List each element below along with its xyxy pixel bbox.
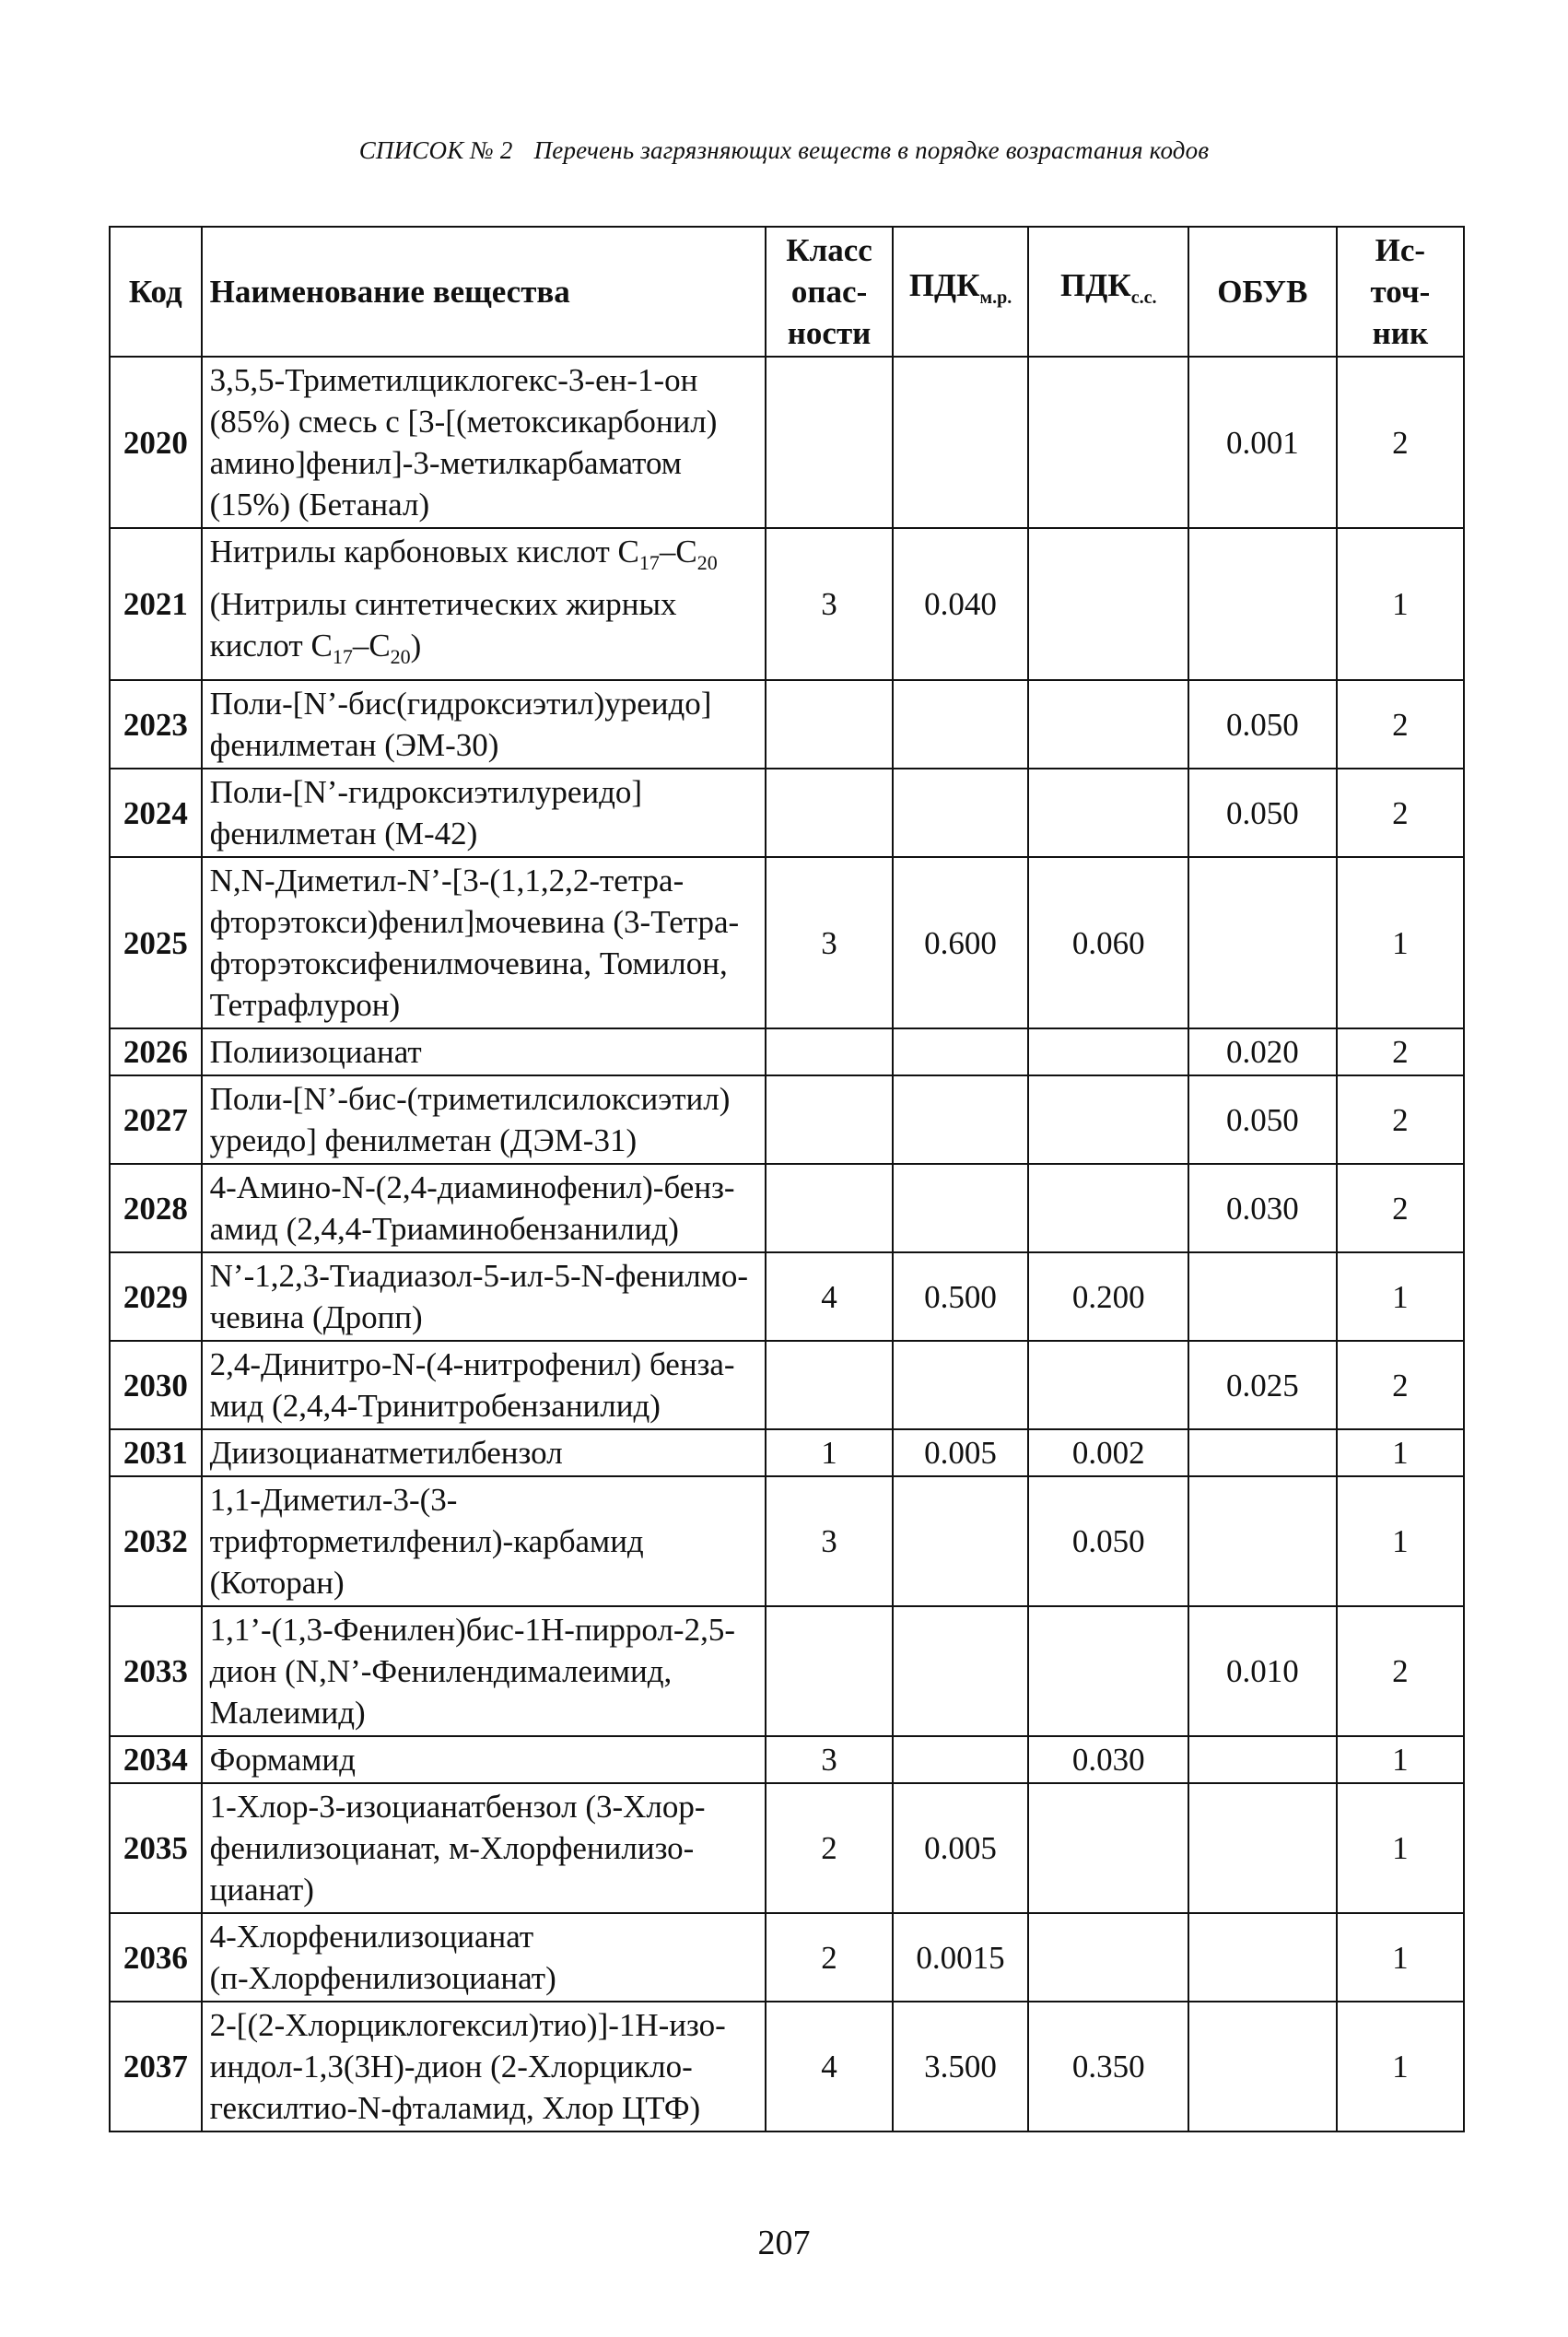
table-header-row xyxy=(110,227,1464,357)
table-row xyxy=(110,1783,1464,1913)
name-line: цианат) xyxy=(209,1872,314,1908)
name-line: 1-Хлор-3-изоцианатбензол (3-Хлор- xyxy=(209,1789,706,1825)
cell-hazard-class xyxy=(766,680,892,769)
name-text: (Нитрилы синтетических жирных xyxy=(209,586,677,622)
hazard-class-line: Класс xyxy=(786,232,872,268)
name-line: мид (2,4,4-Тринитробензанилид) xyxy=(209,1388,661,1424)
cell-source: 1 xyxy=(1337,1429,1464,1476)
table-row xyxy=(110,1606,1464,1736)
name-line: дион (N,N’-Фенилендималеимид, xyxy=(209,1653,673,1689)
cell-pdk-mr xyxy=(893,357,1029,528)
table-row xyxy=(110,1913,1464,2002)
cell-pdk-ss: 0.050 xyxy=(1028,1476,1188,1606)
cell-substance-name xyxy=(202,357,766,528)
cell-code: 2036 xyxy=(110,1913,202,2002)
cell-substance-name xyxy=(202,1075,766,1164)
name-line: фенилметан (ЭМ-30) xyxy=(209,727,499,763)
name-line: амино]фенил]-3-метилкарбаматом xyxy=(209,445,682,481)
cell-hazard-class xyxy=(766,1164,892,1252)
cell-hazard-class: 2 xyxy=(766,1913,892,2002)
cell-hazard-class: 2 xyxy=(766,1783,892,1913)
cell-code: 2024 xyxy=(110,769,202,857)
cell-substance-name xyxy=(202,1913,766,2002)
name-line: 4-Хлорфенилизоцианат xyxy=(209,1919,534,1955)
name-line: Поли-[N’-гидроксиэтилуреидо] xyxy=(209,774,643,810)
cell-hazard-class xyxy=(766,1028,892,1075)
cell-code: 2033 xyxy=(110,1606,202,1736)
cell-hazard-class: 3 xyxy=(766,857,892,1028)
name-line: 1,1’-(1,3-Фенилен)бис-1Н-пиррол-2,5- xyxy=(209,1612,735,1648)
name-line: (п-Хлорфенилизоцианат) xyxy=(209,1960,556,1996)
name-text: Нитрилы карбоновых кислот С xyxy=(209,534,639,570)
column-header-pdk-mr xyxy=(893,227,1029,357)
name-line: Поли-[N’-бис(гидроксиэтил)уреидо] xyxy=(209,686,712,722)
cell-obuv xyxy=(1188,1913,1337,2002)
name-text: ) xyxy=(410,628,422,664)
subscript: 20 xyxy=(390,645,411,668)
cell-pdk-mr: 0.040 xyxy=(893,528,1029,680)
table-row xyxy=(110,1341,1464,1429)
cell-source: 1 xyxy=(1337,857,1464,1028)
cell-pdk-ss: 0.060 xyxy=(1028,857,1188,1028)
name-line: 2,4-Динитро-N-(4-нитрофенил) бенза- xyxy=(209,1346,735,1382)
name-line: Диизоцианатметилбензол xyxy=(209,1435,563,1471)
cell-hazard-class xyxy=(766,1075,892,1164)
name-line: 3,5,5-Триметилциклогекс-3-ен-1-он xyxy=(209,362,698,398)
cell-hazard-class: 4 xyxy=(766,2002,892,2131)
cell-obuv xyxy=(1188,528,1337,680)
cell-pdk-ss xyxy=(1028,1606,1188,1736)
cell-hazard-class: 3 xyxy=(766,1736,892,1783)
cell-source: 2 xyxy=(1337,769,1464,857)
cell-pdk-ss xyxy=(1028,528,1188,680)
hazard-class-line: опас- xyxy=(790,274,868,310)
subscript: 17 xyxy=(332,645,353,668)
cell-source: 1 xyxy=(1337,1913,1464,2002)
name-line: фенилизоцианат, м-Хлорфенилизо- xyxy=(209,1830,695,1866)
name-line: 1,1-Диметил-3-(3- xyxy=(209,1482,458,1518)
column-header-pdk-ss xyxy=(1028,227,1188,357)
cell-source: 1 xyxy=(1337,2002,1464,2131)
cell-source: 1 xyxy=(1337,1252,1464,1341)
cell-obuv: 0.050 xyxy=(1188,1075,1337,1164)
source-line: ник xyxy=(1372,315,1429,351)
cell-pdk-ss xyxy=(1028,1028,1188,1075)
cell-hazard-class xyxy=(766,357,892,528)
cell-substance-name xyxy=(202,528,766,680)
name-line: (15%) (Бетанал) xyxy=(209,487,430,523)
cell-code: 2027 xyxy=(110,1075,202,1164)
cell-pdk-mr xyxy=(893,1341,1029,1429)
cell-obuv: 0.025 xyxy=(1188,1341,1337,1429)
cell-pdk-ss xyxy=(1028,357,1188,528)
cell-obuv: 0.020 xyxy=(1188,1028,1337,1075)
table-row xyxy=(110,1252,1464,1341)
cell-hazard-class: 4 xyxy=(766,1252,892,1341)
name-line: N,N-Диметил-N’-[3-(1,1,2,2-тетра- xyxy=(209,863,685,898)
cell-pdk-mr xyxy=(893,1164,1029,1252)
cell-pdk-ss xyxy=(1028,1341,1188,1429)
table-row xyxy=(110,1075,1464,1164)
cell-obuv xyxy=(1188,1783,1337,1913)
cell-pdk-ss: 0.030 xyxy=(1028,1736,1188,1783)
cell-substance-name xyxy=(202,1164,766,1252)
cell-code: 2020 xyxy=(110,357,202,528)
cell-pdk-mr: 0.005 xyxy=(893,1429,1029,1476)
table-row xyxy=(110,769,1464,857)
column-header-code: Код xyxy=(110,227,202,357)
table-row xyxy=(110,857,1464,1028)
cell-code: 2037 xyxy=(110,2002,202,2131)
cell-hazard-class: 3 xyxy=(766,1476,892,1606)
table-body xyxy=(110,357,1464,2131)
name-line: 4-Амино-N-(2,4-диаминофенил)-бенз- xyxy=(209,1169,735,1205)
name-line: уреидо] фенилметан (ДЭМ-31) xyxy=(209,1122,638,1158)
pdk-mr-main: ПДК xyxy=(908,267,980,303)
name-line: фенилметан (М-42) xyxy=(209,816,478,851)
name-line: Тетрафлурон) xyxy=(209,987,401,1023)
name-line: (85%) смесь с [3-[(метоксикарбонил) xyxy=(209,404,718,440)
cell-hazard-class: 1 xyxy=(766,1429,892,1476)
pdk-mr-sub: м.р. xyxy=(979,288,1012,308)
name-line: 2-[(2-Хлорциклогексил)тио)]-1Н-изо- xyxy=(209,2007,726,2043)
column-header-hazard-class xyxy=(766,227,892,357)
cell-obuv: 0.050 xyxy=(1188,680,1337,769)
name-text: –С xyxy=(352,628,391,664)
cell-obuv xyxy=(1188,1736,1337,1783)
cell-obuv xyxy=(1188,857,1337,1028)
cell-pdk-ss xyxy=(1028,680,1188,769)
cell-source: 2 xyxy=(1337,357,1464,528)
cell-pdk-mr xyxy=(893,1476,1029,1606)
cell-code: 2032 xyxy=(110,1476,202,1606)
list-label: СПИСОК № 2 xyxy=(358,136,513,164)
name-text: кислот С xyxy=(209,628,333,664)
cell-pdk-mr: 3.500 xyxy=(893,2002,1029,2131)
cell-code: 2025 xyxy=(110,857,202,1028)
cell-pdk-mr: 0.600 xyxy=(893,857,1029,1028)
cell-pdk-ss: 0.350 xyxy=(1028,2002,1188,2131)
cell-code: 2029 xyxy=(110,1252,202,1341)
name-line: фторэтоксифенилмочевина, Томилон, xyxy=(209,945,728,981)
table-row xyxy=(110,528,1464,680)
page-header xyxy=(0,136,1568,165)
cell-source: 2 xyxy=(1337,1341,1464,1429)
name-line: фторэтокси)фенил]мочевина (3-Тетра- xyxy=(209,904,740,940)
cell-substance-name xyxy=(202,769,766,857)
column-header-name: Наименование вещества xyxy=(202,227,766,357)
cell-substance-name xyxy=(202,1606,766,1736)
cell-pdk-mr xyxy=(893,1028,1029,1075)
cell-obuv: 0.001 xyxy=(1188,357,1337,528)
cell-substance-name xyxy=(202,1341,766,1429)
cell-pdk-mr xyxy=(893,1736,1029,1783)
pdk-ss-sub: с.с. xyxy=(1130,288,1157,308)
table-row xyxy=(110,680,1464,769)
cell-code: 2021 xyxy=(110,528,202,680)
cell-pdk-mr: 0.500 xyxy=(893,1252,1029,1341)
cell-source: 1 xyxy=(1337,528,1464,680)
cell-code: 2028 xyxy=(110,1164,202,1252)
table-row xyxy=(110,2002,1464,2131)
name-line: Полиизоцианат xyxy=(209,1034,422,1070)
cell-source: 2 xyxy=(1337,1606,1464,1736)
cell-pdk-ss: 0.002 xyxy=(1028,1429,1188,1476)
cell-pdk-ss xyxy=(1028,769,1188,857)
page-number: 207 xyxy=(757,2224,811,2262)
name-line: Поли-[N’-бис-(триметилсилоксиэтил) xyxy=(209,1081,731,1117)
cell-hazard-class xyxy=(766,769,892,857)
cell-obuv xyxy=(1188,1429,1337,1476)
cell-substance-name xyxy=(202,1476,766,1606)
cell-code: 2031 xyxy=(110,1429,202,1476)
column-header-source xyxy=(1337,227,1464,357)
cell-hazard-class xyxy=(766,1606,892,1736)
cell-obuv xyxy=(1188,1252,1337,1341)
cell-source: 2 xyxy=(1337,1164,1464,1252)
cell-pdk-mr xyxy=(893,769,1029,857)
name-line: гексилтио-N-фталамид, Хлор ЦТФ) xyxy=(209,2090,701,2126)
name-line: трифторметилфенил)-карбамид xyxy=(209,1523,644,1559)
cell-pdk-ss xyxy=(1028,1075,1188,1164)
cell-pdk-ss xyxy=(1028,1783,1188,1913)
cell-substance-name xyxy=(202,1028,766,1075)
cell-source: 2 xyxy=(1337,680,1464,769)
name-line: N’-1,2,3-Тиадиазол-5-ил-5-N-фенилмо- xyxy=(209,1258,749,1294)
cell-substance-name xyxy=(202,680,766,769)
cell-source: 1 xyxy=(1337,1736,1464,1783)
cell-pdk-mr xyxy=(893,680,1029,769)
cell-pdk-mr: 0.005 xyxy=(893,1783,1029,1913)
cell-code: 2034 xyxy=(110,1736,202,1783)
cell-substance-name xyxy=(202,1429,766,1476)
cell-substance-name xyxy=(202,857,766,1028)
name-line: индол-1,3(3Н)-дион (2-Хлорцикло- xyxy=(209,2049,693,2085)
substances-table xyxy=(109,226,1465,2132)
table-row xyxy=(110,1736,1464,1783)
pdk-ss-main: ПДК xyxy=(1060,267,1131,303)
cell-code: 2030 xyxy=(110,1341,202,1429)
cell-pdk-mr: 0.0015 xyxy=(893,1913,1029,2002)
name-line: амид (2,4,4-Триаминобензанилид) xyxy=(209,1211,679,1247)
name-text: –С xyxy=(659,534,697,570)
cell-pdk-ss xyxy=(1028,1164,1188,1252)
cell-obuv: 0.030 xyxy=(1188,1164,1337,1252)
table-row xyxy=(110,1476,1464,1606)
cell-source: 2 xyxy=(1337,1075,1464,1164)
source-line: точ- xyxy=(1370,274,1431,310)
cell-pdk-ss: 0.200 xyxy=(1028,1252,1188,1341)
cell-hazard-class xyxy=(766,1341,892,1429)
table-row xyxy=(110,1028,1464,1075)
table-row xyxy=(110,1164,1464,1252)
cell-code: 2035 xyxy=(110,1783,202,1913)
subscript: 17 xyxy=(638,551,660,574)
name-line: Малеимид) xyxy=(209,1695,366,1731)
table-row xyxy=(110,1429,1464,1476)
page-title: Перечень загрязняющих веществ в порядке возрастания кодов xyxy=(533,136,1210,164)
cell-pdk-ss xyxy=(1028,1913,1188,2002)
cell-source: 1 xyxy=(1337,1476,1464,1606)
cell-code: 2026 xyxy=(110,1028,202,1075)
cell-obuv: 0.010 xyxy=(1188,1606,1337,1736)
column-header-obuv: ОБУВ xyxy=(1188,227,1337,357)
cell-code: 2023 xyxy=(110,680,202,769)
source-line: Ис- xyxy=(1375,232,1426,268)
cell-substance-name xyxy=(202,1736,766,1783)
cell-substance-name xyxy=(202,2002,766,2131)
hazard-class-line: ности xyxy=(787,315,872,351)
cell-substance-name xyxy=(202,1783,766,1913)
cell-pdk-mr xyxy=(893,1606,1029,1736)
cell-obuv xyxy=(1188,2002,1337,2131)
cell-substance-name xyxy=(202,1252,766,1341)
cell-source: 2 xyxy=(1337,1028,1464,1075)
name-line: Формамид xyxy=(209,1742,356,1778)
cell-obuv: 0.050 xyxy=(1188,769,1337,857)
cell-hazard-class: 3 xyxy=(766,528,892,680)
cell-obuv xyxy=(1188,1476,1337,1606)
cell-source: 1 xyxy=(1337,1783,1464,1913)
subscript: 20 xyxy=(696,551,718,574)
table-row xyxy=(110,357,1464,528)
name-line: чевина (Дропп) xyxy=(209,1299,423,1335)
name-line: (Которан) xyxy=(209,1565,345,1601)
cell-pdk-mr xyxy=(893,1075,1029,1164)
